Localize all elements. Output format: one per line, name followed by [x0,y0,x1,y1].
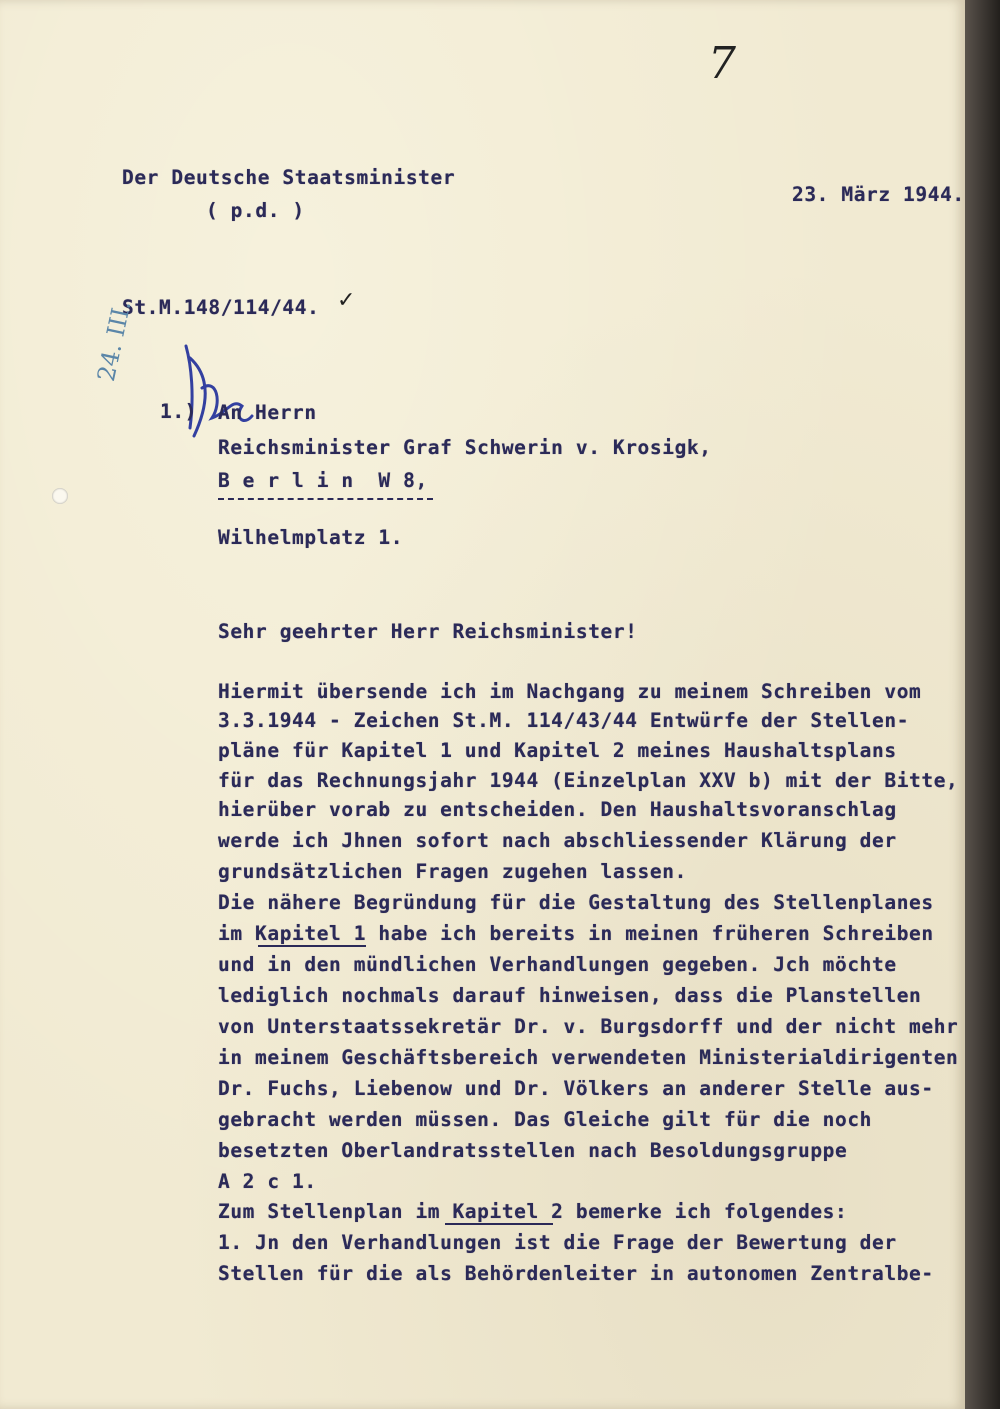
body-line: Zum Stellenplan im Kapitel 2 bemerke ich folgendes: [218,1200,848,1223]
body-line: und in den mündlichen Verhandlungen gegeben. Jch möchte [218,953,897,976]
body-line: Hiermit übersende ich im Nachgang zu meinem Schreiben vom [218,680,922,703]
page-number: 7 [708,38,736,89]
body-line: grundsätzlichen Fragen zugehen lassen. [218,860,687,883]
stamp-date: 24. III. [92,297,137,384]
recipient-name: Reichsminister Graf Schwerin v. Krosigk, [218,436,712,459]
letter-date: 23. März 1944. [792,183,965,206]
body-line: im Kapitel 1 habe ich bereits in meinen früheren Schreiben [218,922,934,945]
check-mark: ✓ [337,288,356,313]
recipient-salutation: An Herrn [218,401,317,424]
body-line: 1. Jn den Verhandlungen ist die Frage der Bewertung der [218,1231,897,1254]
body-line: Die nähere Begründung für die Gestaltung des Stellenplanes [218,891,934,914]
body-line: gebracht werden müssen. Das Gleiche gilt für die noch [218,1108,873,1131]
body-line: Stellen für die als Behördenleiter in autonomen Zentralbe- [218,1262,934,1285]
underline-kapitel-1 [258,945,366,947]
body-line: besetzten Oberlandratsstellen nach Besoldungsgruppe [218,1139,848,1162]
recipient-city: B e r l i n W 8, [218,469,428,492]
address-divider [218,498,433,500]
body-line: werde ich Jhnen sofort nach abschliessender Klärung der [218,829,897,852]
scan-edge [965,0,1000,1409]
sender-line-1: Der Deutsche Staatsminister [122,166,456,189]
body-line: von Unterstaatssekretär Dr. v. Burgsdorff und der nicht mehr [218,1015,959,1038]
body-line: pläne für Kapitel 1 und Kapitel 2 meines Haushaltsplans [218,739,897,762]
body-line: für das Rechnungsjahr 1944 (Einzelplan XXV b) mit der Bitte, [218,769,959,792]
punch-hole [52,488,68,504]
sender-line-2: ( p.d. ) [206,199,305,222]
greeting: Sehr geehrter Herr Reichsminister! [218,620,638,643]
body-line: Dr. Fuchs, Liebenow und Dr. Völkers an anderer Stelle aus- [218,1077,934,1100]
body-line: in meinem Geschäftsbereich verwendeten Ministerialdirigenten [218,1046,959,1069]
item-number: 1.) [160,400,198,423]
body-line: A 2 c 1. [218,1170,317,1193]
body-line: lediglich nochmals darauf hinweisen, dass die Planstellen [218,984,922,1007]
recipient-street: Wilhelmplatz 1. [218,526,404,549]
reference-number: St.M.148/114/44. [122,296,320,319]
underline-kapitel-2 [445,1223,553,1225]
body-line: hierüber vorab zu entscheiden. Den Haushaltsvoranschlag [218,798,897,821]
body-line: 3.3.1944 - Zeichen St.M. 114/43/44 Entwürfe der Stellen- [218,709,910,732]
